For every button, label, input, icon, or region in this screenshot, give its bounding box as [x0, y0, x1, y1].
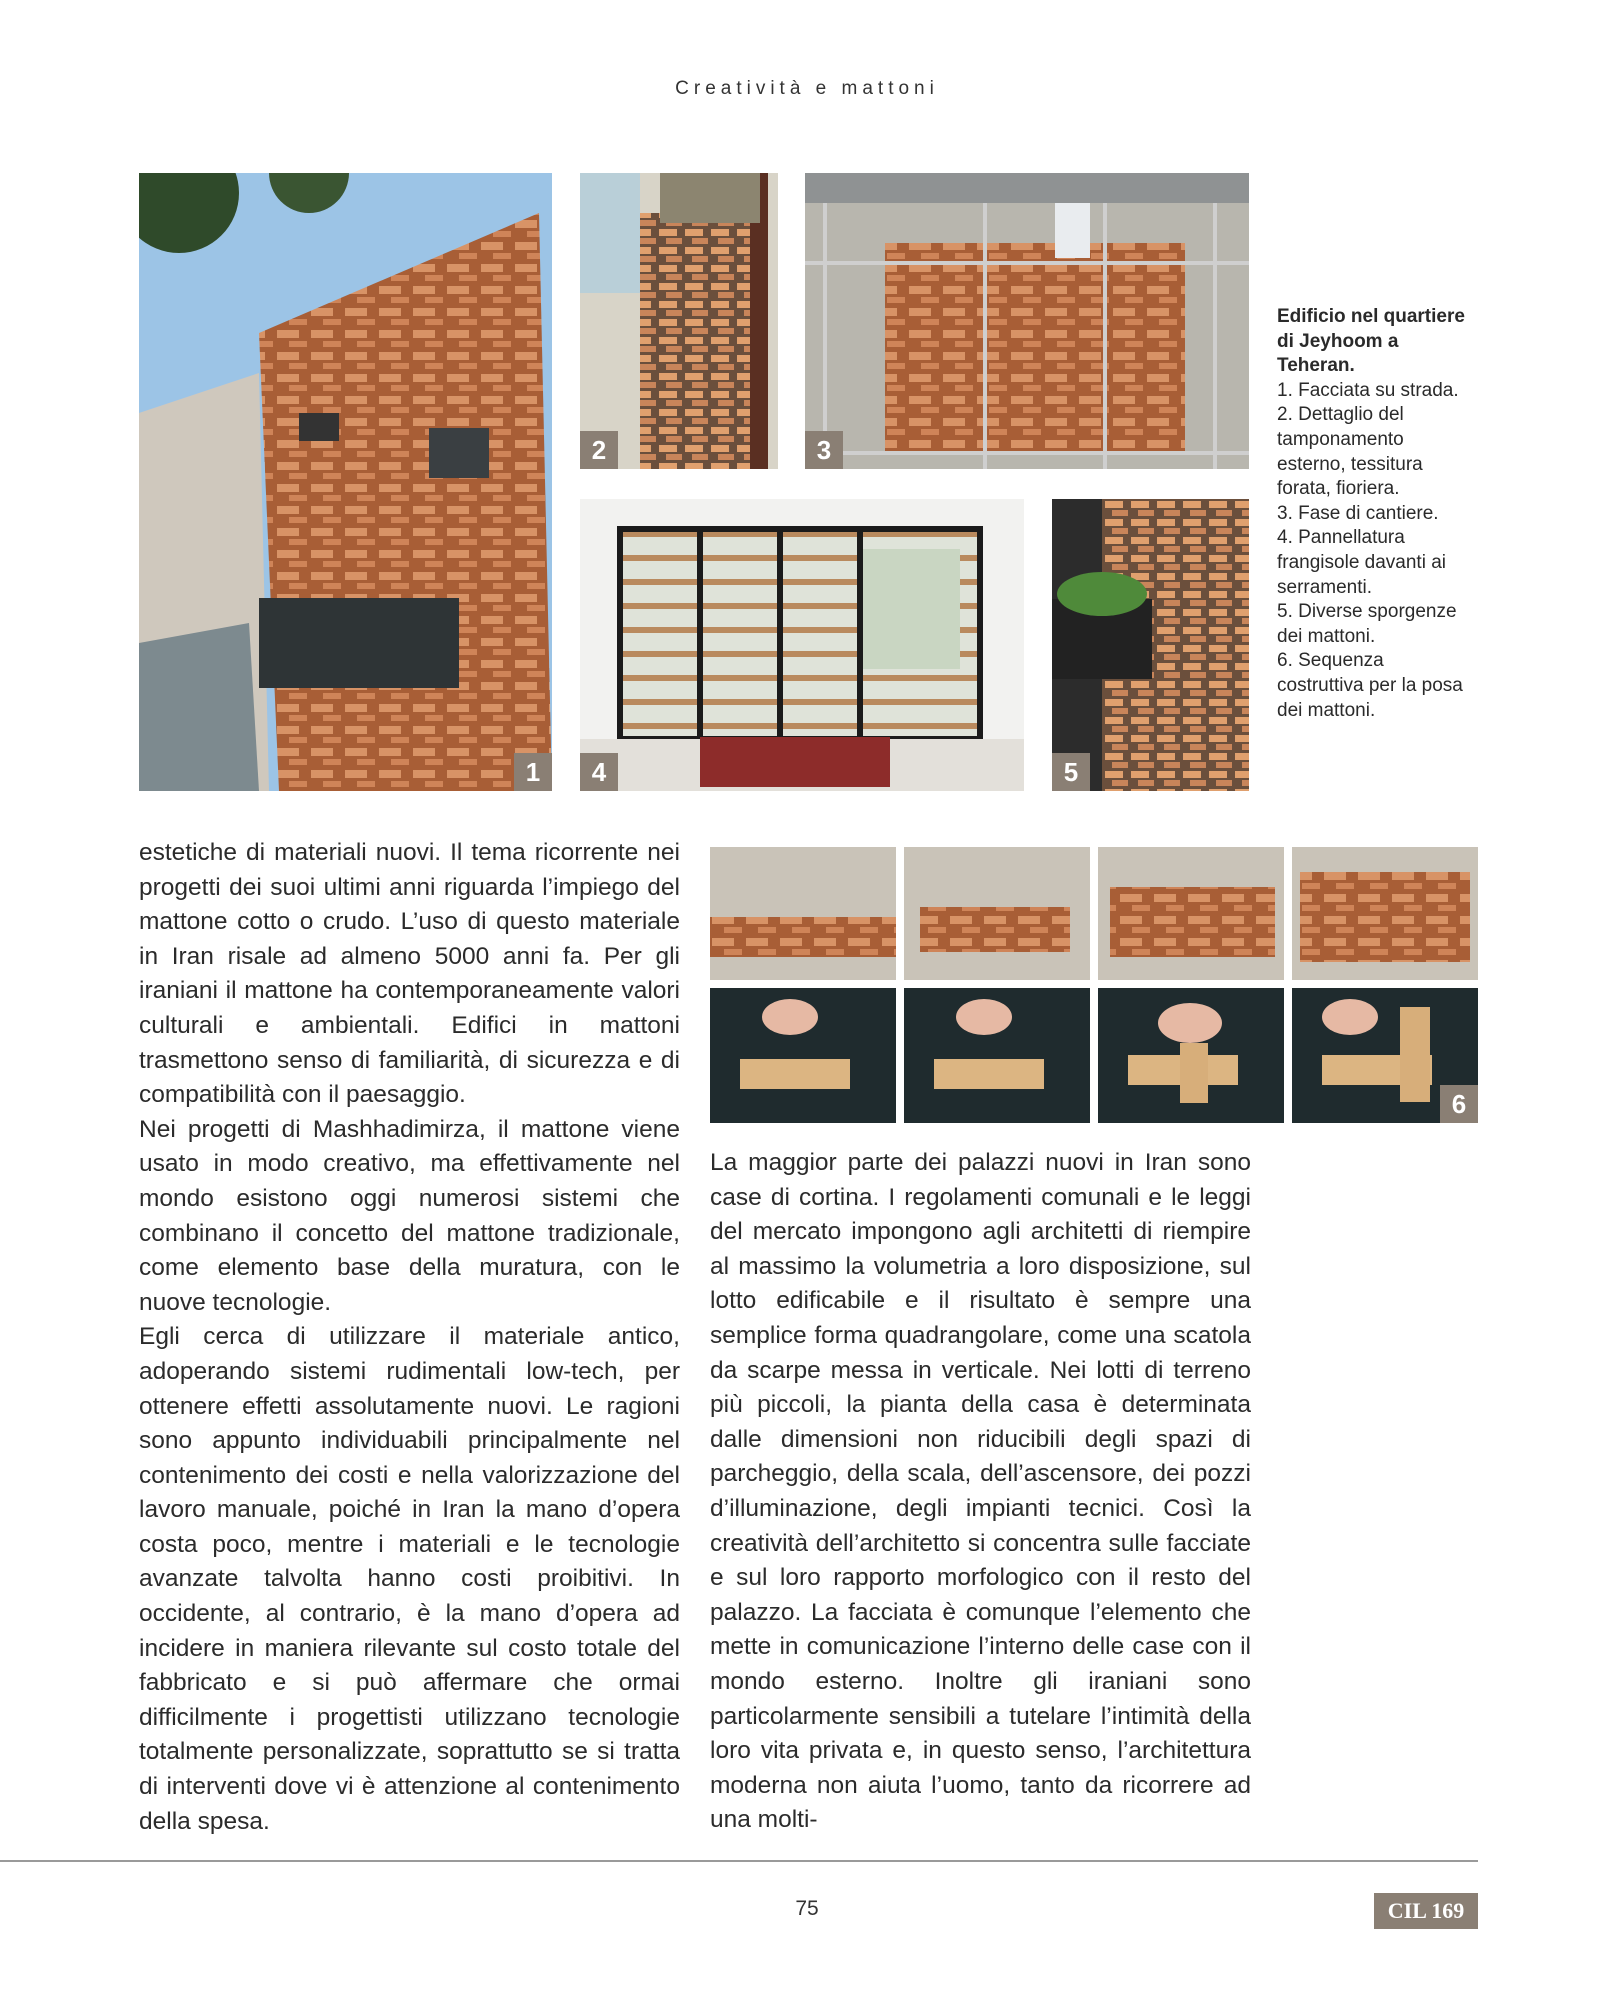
body-paragraph: Nei progetti di Mashhadimirza, il mattone viene usato in modo creativo, ma effettivamente nel mondo esistono oggi numerosi sistemi che combinano il concetto del mattone tradizionale, come elemento base della muratura, con le nuove tecnologie. — [139, 1115, 680, 1316]
photo-facade — [139, 173, 552, 791]
photo-construction — [805, 173, 1249, 469]
photo-number-1: 1 — [514, 753, 552, 791]
photo-number-4: 4 — [580, 753, 618, 791]
photo-number-5: 5 — [1052, 753, 1090, 791]
caption-title: Edificio nel quartiere di Jeyhoom a Teheran. — [1277, 306, 1465, 377]
photo-interior-window — [580, 499, 1024, 791]
photo-detail-planter — [580, 173, 778, 469]
footer-rule — [0, 1860, 1478, 1862]
body-paragraph: Egli cerca di utilizzare il materiale antico, adoperando sistemi rudimentali low-tech, per ottenere effetti assolutamente nuovi. Le ragioni sono appunto individuabili principalmente nel contenimento dei costi e nella valorizzazione del lavoro manuale, poiché in Iran la mano d’opera costa poco, mentre i materiali e le tecnologie avanzate talvolta hanno costi proibitivi. In occidente, al contrario, è la mano d’opera ad incidere in maniera rilevante sul costo totale del fabbricato e si può affermare che ormai difficilmente i progettisti utilizzano tecnologie totalmente personalizzate, soprattutto se si tratta di interventi dove vi è attenzione al contenimento della spesa. — [139, 1323, 680, 1835]
magazine-badge: CIL 169 — [1374, 1893, 1478, 1929]
caption-item: 6. Sequenza costruttiva per la posa dei mattoni. — [1277, 650, 1463, 721]
photo-sequence — [710, 847, 1478, 1123]
photo-brick-protrusions — [1052, 499, 1249, 791]
running-head: Creatività e mattoni — [675, 78, 939, 99]
photo-number-3: 3 — [805, 431, 843, 469]
caption-item: 2. Dettaglio del tamponamento esterno, tessitura forata, fioriera. — [1277, 404, 1423, 500]
body-paragraph: La maggior parte dei palazzi nuovi in Iran sono case di cortina. I regolamenti comunali e le leggi del mercato impongono agli architetti di riempire al massimo la volumetria a loro disposizione, sul lotto edificabile e il risultato è sempre una semplice forma quadrangolare, come una scatola da scarpe messa in verticale. Nei lotti di terreno più piccoli, la pianta della casa è determinata dalle dimensioni non riducibili degli spazi di parcheggio, della scala, dell’ascensore, dei pozzi d’illuminazione, degli impianti tecnici. Così la creatività dell’architetto si concentra sulle facciate e sul loro rapporto morfologico con il resto del palazzo. La facciata è comunque l’elemento che mette in comunicazione l’interno delle case con il mondo esterno. Inoltre gli iraniani sono particolarmente sensibili a tutelare l’intimità della loro vita privata e, in questo senso, l’architettura moderna non aiuta l’uomo, tanto da ricorrere ad una molti- — [710, 1149, 1251, 1834]
body-paragraph: estetiche di materiali nuovi. Il tema ricorrente nei progetti dei suoi ultimi anni riguarda l’impiego del mattone cotto o crudo. L’uso di questo materiale in Iran risale ad almeno 5000 anni fa. Per gli iraniani il mattone ha contemporaneamente valori culturali e ambientali. Edifici in mattoni trasmettono senso di familiarità, di sicurezza e di compatibilità con il paesaggio. — [139, 839, 680, 1109]
caption-item: 3. Fase di cantiere. — [1277, 502, 1439, 524]
page-number: 75 — [795, 1897, 819, 1920]
photo-number-6: 6 — [1440, 1085, 1478, 1123]
caption-item: 1. Facciata su strada. — [1277, 379, 1459, 401]
photo-caption — [1277, 305, 1467, 723]
body-column-right — [710, 1146, 1251, 1838]
caption-item: 5. Diverse sporgenze dei mattoni. — [1277, 601, 1457, 647]
caption-item: 4. Pannellatura frangisole davanti ai serramenti. — [1277, 527, 1446, 598]
photo-number-2: 2 — [580, 431, 618, 469]
body-column-left — [139, 836, 680, 1839]
